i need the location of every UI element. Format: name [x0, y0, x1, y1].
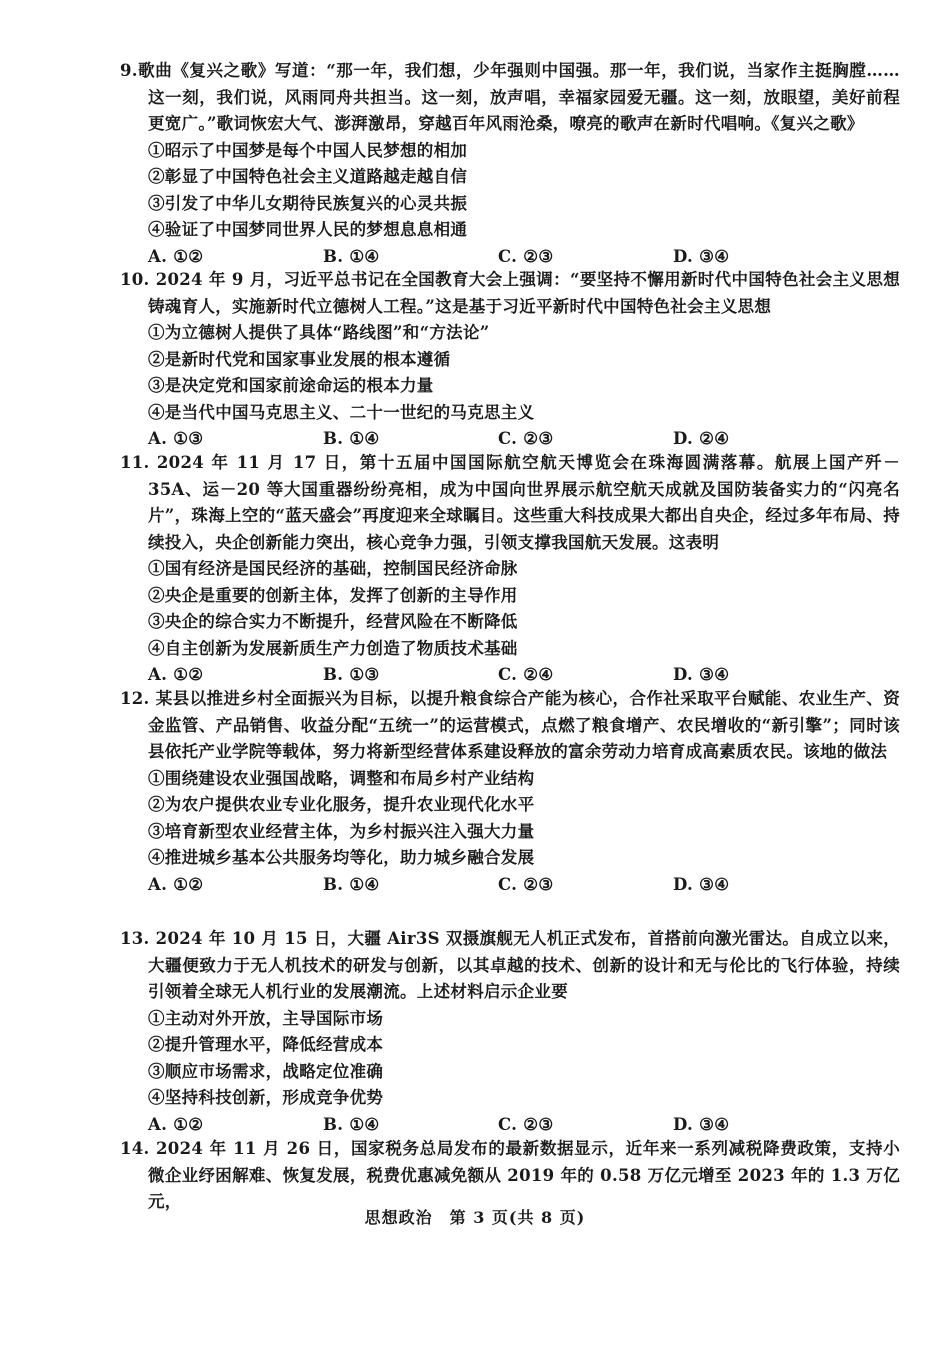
statement-option: ①国有经济是国民经济的基础，控制国民经济命脉: [148, 559, 518, 578]
question-stem: 14. 2024 年 11 月 26 日，国家税务总局发布的最新数据显示，近年来一系列减税降费政策，支持小微企业纾困解难、恢复发展，税费优惠减免额从 2019 年的 0.58 万亿元增至 2023 年的 1.3 万亿元，: [120, 1139, 900, 1211]
statement-option: ④坚持科技创新，形成竞争优势: [148, 1088, 384, 1107]
question-13: [120, 926, 900, 1138]
question-14: [120, 1136, 900, 1216]
statement-option: ④自主创新为发展新质生产力创造了物质技术基础: [148, 638, 518, 658]
question-stem: 9.歌曲《复兴之歌》写道：“那一年，我们想，少年强则中国强。那一年，我们说，当家作主挺胸膛……这一刻，我们说，风雨同舟共担当。这一刻，放声唱，幸福家园爱无疆。这一刻，放眼望，美好前程更宽广。”歌词恢宏大气、澎湃激昂，穿越百年风雨沧桑，嘹亮的歌声在新时代唱响。《复兴之歌》: [120, 61, 900, 133]
answer-choice-b: B. ①④: [323, 246, 380, 266]
question-12: [120, 686, 900, 898]
question-stem: 12. 某县以推进乡村全面振兴为目标，以提升粮食综合产能为核心，合作社采取平台赋能、农业生产、资金监管、产品销售、收益分配“五统一”的运营模式，点燃了粮食增产、农民增收的“新引擎”；同时该县依托产业学院等载体，努力将新型经营体系建设释放的富余劳动力培育成高素质农民。该地的做法: [120, 689, 900, 761]
answer-choice-b: B. ①③: [323, 665, 380, 684]
page-footer: 思想政治 第 3 页(共 8 页): [364, 1208, 586, 1227]
statement-option: ④是当代中国马克思主义、二十一世纪的马克思主义: [148, 402, 535, 422]
answer-choice-b: B. ①④: [323, 429, 380, 448]
answer-choices: [120, 662, 900, 689]
question-stem: 11. 2024 年 11 月 17 日，第十五届中国国际航空航天博览会在珠海圆满落幕。航展上国产歼－35A、运－20 等大国重器纷纷亮相，成为中国向世界展示航空航天成就及国防装备实力的“闪亮名片”，珠海上空的“蓝天盛会”再度迎来全球瞩目。这些重大科技成果大都出自央企，经过多年布局、持续投入，央企创新能力突出，核心竞争力强，引领支撑我国航天发展。这表明: [120, 453, 900, 552]
question-9: [120, 58, 900, 270]
answer-choices: [120, 1112, 900, 1139]
statement-option: ③是决定党和国家前途命运的根本力量: [148, 376, 434, 395]
answer-choice-d: D. ③④: [673, 665, 730, 684]
question-10: [120, 267, 900, 453]
answer-choice-c: C. ②④: [498, 665, 554, 684]
statement-option: ③央企的综合实力不断提升，经营风险在不断降低: [148, 612, 518, 631]
answer-choice-c: C. ②③: [498, 429, 554, 448]
statement-option: ②央企是重要的创新主体，发挥了创新的主导作用: [148, 585, 518, 605]
statement-option: ②彰显了中国特色社会主义道路越走越自信: [148, 167, 468, 186]
answer-choices: [120, 426, 900, 453]
answer-choice-c: C. ②③: [498, 874, 554, 894]
statement-option: ②提升管理水平，降低经营成本: [148, 1035, 384, 1054]
statement-option: ③顺应市场需求，战略定位准确: [148, 1061, 384, 1081]
answer-choice-d: D. ③④: [673, 1114, 730, 1134]
statement-option: ①为立德树人提供了具体“路线图”和“方法论”: [148, 323, 490, 342]
statement-option: ①主动对外开放，主导国际市场: [148, 1008, 384, 1028]
answer-choice-a: A. ①②: [148, 246, 204, 266]
answer-choice-a: A. ①③: [148, 429, 204, 448]
statement-option: ③引发了中华儿女期待民族复兴的心灵共振: [148, 193, 468, 213]
answer-choice-d: D. ②④: [673, 429, 730, 448]
statement-option: ④推进城乡基本公共服务均等化，助力城乡融合发展: [148, 848, 535, 867]
question-stem: 13. 2024 年 10 月 15 日，大疆 Air3S 双摄旗舰无人机正式发布，首搭前向激光雷达。自成立以来，大疆便致力于无人机技术的研发与创新，以其卓越的技术、创新的设计和无与伦比的飞行体验，持续引领着全球无人机行业的发展潮流。上述材料启示企业要: [120, 929, 900, 1001]
statement-option: ②是新时代党和国家事业发展的根本遵循: [148, 349, 451, 369]
question-stem: 10. 2024 年 9 月，习近平总书记在全国教育大会上强调：“要坚持不懈用新时代中国特色社会主义思想铸魂育人，实施新时代立德树人工程。”这是基于习近平新时代中国特色社会主义思想: [120, 270, 900, 316]
answer-choice-a: A. ①②: [148, 665, 204, 684]
question-11: [120, 450, 900, 689]
answer-choices: [120, 872, 900, 899]
answer-choice-d: D. ③④: [673, 874, 730, 894]
answer-choice-c: C. ②③: [498, 246, 554, 266]
statement-option: ①围绕建设农业强国战略，调整和布局乡村产业结构: [148, 768, 535, 788]
answer-choice-b: B. ①④: [323, 874, 380, 894]
answer-choice-a: A. ①②: [148, 1114, 204, 1134]
statement-option: ②为农户提供农业专业化服务，提升农业现代化水平: [148, 795, 535, 814]
answer-choice-c: C. ②③: [498, 1114, 554, 1134]
answer-choice-b: B. ①④: [323, 1114, 380, 1134]
answer-choice-a: A. ①②: [148, 874, 204, 894]
statement-option: ④验证了中国梦同世界人民的梦想息息相通: [148, 220, 468, 239]
statement-option: ③培育新型农业经营主体，为乡村振兴注入强大力量: [148, 821, 535, 841]
statement-option: ①昭示了中国梦是每个中国人民梦想的相加: [148, 140, 468, 160]
answer-choice-d: D. ③④: [673, 246, 730, 266]
